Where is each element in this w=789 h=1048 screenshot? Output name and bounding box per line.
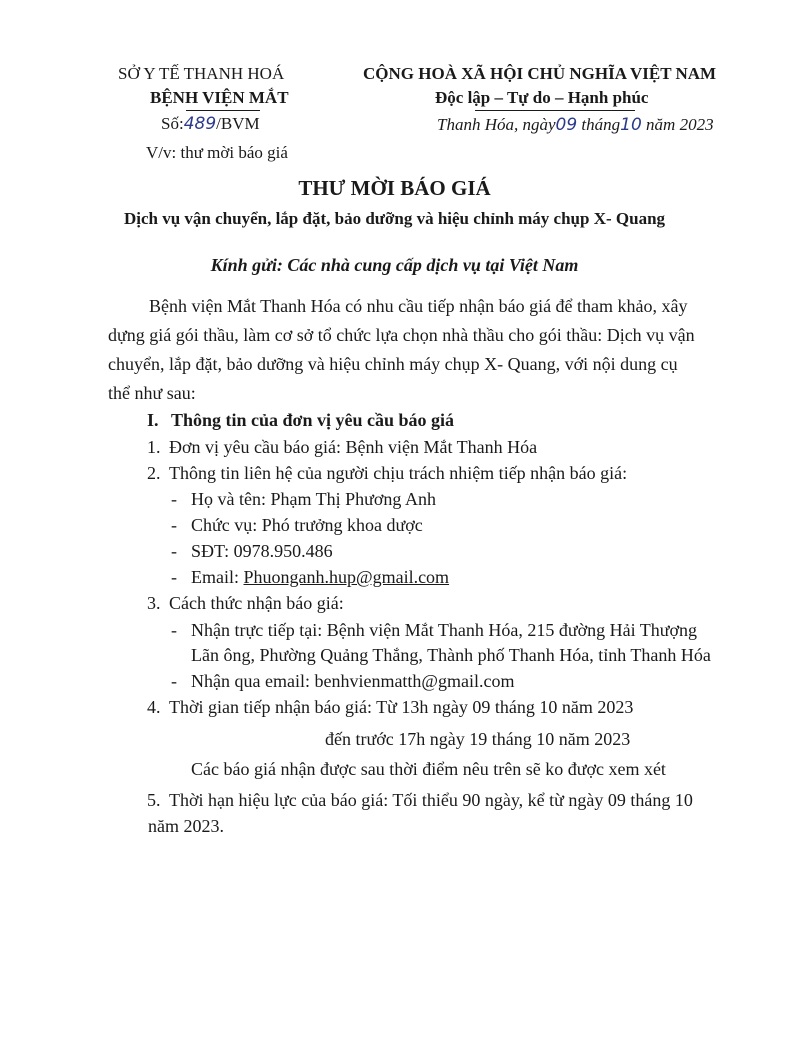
item-2-number: 2. (147, 463, 161, 483)
document-subtitle: Dịch vụ vận chuyển, lắp đặt, bảo dưỡng và hiệu chỉnh máy chụp X- Quang (123, 209, 666, 228)
receive-email: Nhận qua email: benhvienmatth@gmail.com (191, 671, 515, 691)
document-number (161, 114, 260, 134)
department-name: SỞ Y TẾ THANH HOÁ (118, 64, 285, 83)
bullet-dash: - (171, 541, 177, 561)
item-2-text: Thông tin liên hệ của người chịu trách nhiệm tiếp nhận báo giá: (169, 463, 628, 483)
national-motto: Độc lập – Tự do – Hạnh phúc (435, 88, 649, 107)
date-day: 09 (555, 115, 578, 135)
contact-name: Họ và tên: Phạm Thị Phương Anh (191, 489, 436, 509)
contact-phone: SĐT: 0978.950.486 (191, 541, 333, 561)
section-heading: Thông tin của đơn vị yêu cầu báo giá (171, 410, 455, 430)
item-5-line-2: năm 2023. (148, 816, 224, 836)
item-4-until: đến trước 17h ngày 19 tháng 10 năm 2023 (325, 729, 631, 749)
hospital-underline (186, 110, 260, 111)
bullet-dash: - (171, 620, 177, 640)
item-5-line-1: Thời hạn hiệu lực của báo giá: Tối thiểu 90 ngày, kể từ ngày 09 tháng 10 (169, 790, 693, 810)
item-4-note: Các báo giá nhận được sau thời điểm nêu trên sẽ ko được xem xét (191, 759, 666, 779)
email-label: Email: (191, 567, 244, 587)
receive-direct-line-2: Lãn ông, Phường Quảng Thắng, Thành phố Thanh Hóa, tỉnh Thanh Hóa (191, 645, 711, 665)
document-title: THƯ MỜI BÁO GIÁ (298, 176, 491, 200)
item-4-text: Thời gian tiếp nhận báo giá: Từ 13h ngày 09 tháng 10 năm 2023 (169, 697, 634, 717)
section-number: I. (147, 410, 159, 430)
bullet-dash: - (171, 515, 177, 535)
item-5-number: 5. (147, 790, 161, 810)
date-month-label: tháng (581, 115, 621, 134)
document-date (437, 115, 714, 135)
contact-email (191, 567, 449, 588)
date-month: 10 (620, 115, 642, 135)
subject-line: V/v: thư mời báo giá (146, 143, 288, 162)
intro-line-4: thể như sau: (108, 383, 196, 403)
intro-line-2: dựng giá gói thầu, làm cơ sở tổ chức lựa chọn nhà thầu cho gói thầu: Dịch vụ vận (108, 325, 695, 345)
motto-underline (475, 110, 635, 111)
intro-line-1: Bệnh viện Mắt Thanh Hóa có nhu cầu tiếp nhận báo giá để tham khảo, xây (149, 296, 688, 316)
bullet-dash: - (171, 567, 177, 587)
bullet-dash: - (171, 671, 177, 691)
item-4-number: 4. (147, 697, 161, 717)
contact-email-link[interactable]: Phuonganh.hup@gmail.com (243, 567, 450, 587)
receive-direct-line-1: Nhận trực tiếp tại: Bệnh viện Mắt Thanh Hóa, 215 đường Hải Thượng (191, 620, 698, 640)
country-name: CỘNG HOÀ XÃ HỘI CHỦ NGHĨA VIỆT NAM (363, 64, 717, 83)
item-3-text: Cách thức nhận báo giá: (169, 593, 344, 613)
so-number: 489 (183, 114, 217, 134)
bullet-dash: - (171, 489, 177, 509)
salutation: Kính gửi: Các nhà cung cấp dịch vụ tại Việt Nam (210, 255, 579, 275)
item-1-text: Đơn vị yêu cầu báo giá: Bệnh viện Mắt Thanh Hóa (169, 437, 538, 457)
item-1-number: 1. (147, 437, 161, 457)
date-year: năm 2023 (646, 115, 714, 134)
intro-line-3: chuyển, lắp đặt, bảo dưỡng và hiệu chỉnh máy chụp X- Quang, với nội dung cụ (108, 354, 678, 374)
hospital-name: BỆNH VIỆN MẮT (150, 88, 289, 107)
date-place: Thanh Hóa, ngày (437, 115, 556, 134)
so-prefix: Số: (161, 114, 184, 133)
so-suffix: /BVM (216, 114, 260, 133)
item-3-number: 3. (147, 593, 161, 613)
contact-position: Chức vụ: Phó trưởng khoa dược (191, 515, 423, 535)
